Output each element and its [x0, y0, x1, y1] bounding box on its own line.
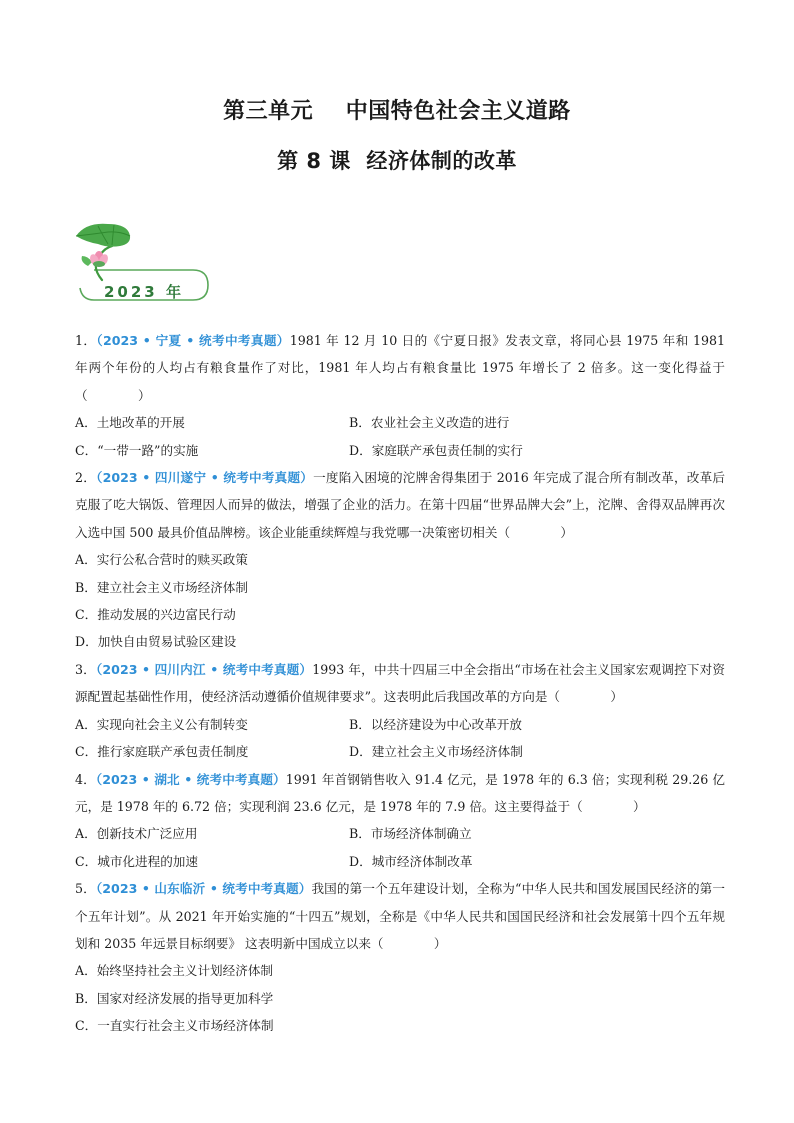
lesson-title: 第 8 课 经济体制的改革	[277, 149, 517, 173]
question-source: （2023 • 宁夏 • 统考中考真题）	[96, 333, 290, 348]
question-source: （2023 • 山东临沂 • 统考中考真题）	[95, 881, 312, 897]
option-list	[75, 711, 725, 766]
unit-title: 第三单元 中国特色社会主义道路	[223, 99, 571, 124]
question-number: 1．	[75, 333, 97, 348]
answer-option[interactable]: C．推行家庭联产承包责任制度	[75, 744, 249, 760]
question-text: 1993 年，中共十四届三中全会指出“市场在社会主义国家宏观调控下对资源配置起基础性作用，使经济活动遵循价值规律要求”。这表明此后我国改革的方向是（ ）	[75, 661, 725, 705]
answer-option[interactable]: B．国家对经济发展的指导更加科学	[75, 990, 274, 1006]
answer-option[interactable]: C．一直实行社会主义市场经济体制	[75, 1018, 274, 1034]
answer-option[interactable]: B．市场经济体制确立	[349, 826, 472, 842]
option-list	[75, 409, 725, 464]
answer-option[interactable]: C．城市化进程的加速	[75, 853, 198, 869]
question-source: （2023 • 四川遂宁 • 统考中考真题）	[96, 470, 314, 486]
answer-option[interactable]: B．以经济建设为中心改革开放	[349, 716, 522, 732]
question-number: 5．	[75, 881, 96, 897]
question-stem	[75, 875, 725, 957]
question-text: 一度陷入困境的沱牌舍得集团于 2016 年完成了混合所有制改革，改革后克服了吃大锅饭、管理因人而异的做法，增强了企业的活力。在第十四届“世界品牌大会”上，沱牌、舍得双品牌再次入选中国 500 最具价值品牌榜。该企业能重续辉煌与我党哪一决策密切相关（ ）	[75, 470, 726, 540]
answer-option[interactable]: A．始终坚持社会主义计划经济体制	[75, 963, 274, 979]
option-list	[75, 820, 725, 875]
question-stem	[75, 464, 725, 546]
question-text: 1991 年首钢销售收入 91.4 亿元，是 1978 年的 6.3 倍；实现利税 29.26 亿元，是 1978 年的 6.72 倍；实现利润 23.6 亿元，是 1978 年的 7.9 倍。这主要得益于（ ）	[75, 771, 726, 814]
question-item	[75, 327, 725, 464]
answer-option[interactable]: D．建立社会主义市场经济体制	[349, 744, 523, 760]
option-list	[75, 957, 725, 1039]
answer-option[interactable]: A．实现向社会主义公有制转变	[75, 716, 248, 732]
question-stem	[75, 766, 725, 821]
question-stem	[75, 656, 725, 711]
question-item	[75, 656, 725, 766]
question-source: （2023 • 湖北 • 统考中考真题）	[95, 771, 286, 787]
year-badge	[68, 222, 213, 312]
answer-option[interactable]: A．土地改革的开展	[75, 415, 185, 431]
question-stem	[75, 327, 725, 409]
answer-option[interactable]: A．实行公私合营时的赎买政策	[75, 552, 248, 568]
answer-option[interactable]: D．家庭联产承包责任制的实行	[349, 442, 523, 458]
question-text: 1981 年 12 月 10 日的《宁夏日报》发表文章，将同心县 1975 年和 1981 年两个年份的人均占有粮食量作了对比，1981 年人均占有粮食量比 1975 年增长了 2 倍多。这一变化得益于（ ）	[75, 333, 726, 403]
question-number: 3．	[75, 661, 96, 677]
question-list	[75, 327, 725, 1040]
answer-option[interactable]: C．“一带一路”的实施	[75, 442, 199, 458]
answer-option[interactable]: A．创新技术广泛应用	[75, 826, 198, 842]
year-label: 2023 年	[104, 283, 184, 301]
question-item	[75, 766, 725, 876]
answer-option[interactable]: B．建立社会主义市场经济体制	[75, 579, 248, 595]
question-item	[75, 875, 725, 1039]
answer-option[interactable]: D．城市经济体制改革	[349, 853, 473, 869]
question-item	[75, 464, 725, 656]
option-list	[75, 546, 725, 656]
answer-option[interactable]: C．推动发展的兴边富民行动	[75, 607, 236, 623]
answer-option[interactable]: D．加快自由贸易试验区建设	[75, 634, 237, 650]
answer-option[interactable]: B．农业社会主义改造的进行	[349, 415, 510, 431]
question-number: 2．	[75, 470, 97, 486]
question-source: （2023 • 四川内江 • 统考中考真题）	[95, 661, 313, 677]
question-number: 4．	[75, 771, 96, 787]
question-text: 我国的第一个五年建设计划，全称为“中华人民共和国发展国民经济的第一个五年计划”。从 2021 年开始实施的“十四五”规划，全称是《中华人民共和国国民经济和社会发展第十四个五年规划和 2035 年远景目标纲要》 这表明新中国成立以来（ ）	[75, 881, 726, 951]
